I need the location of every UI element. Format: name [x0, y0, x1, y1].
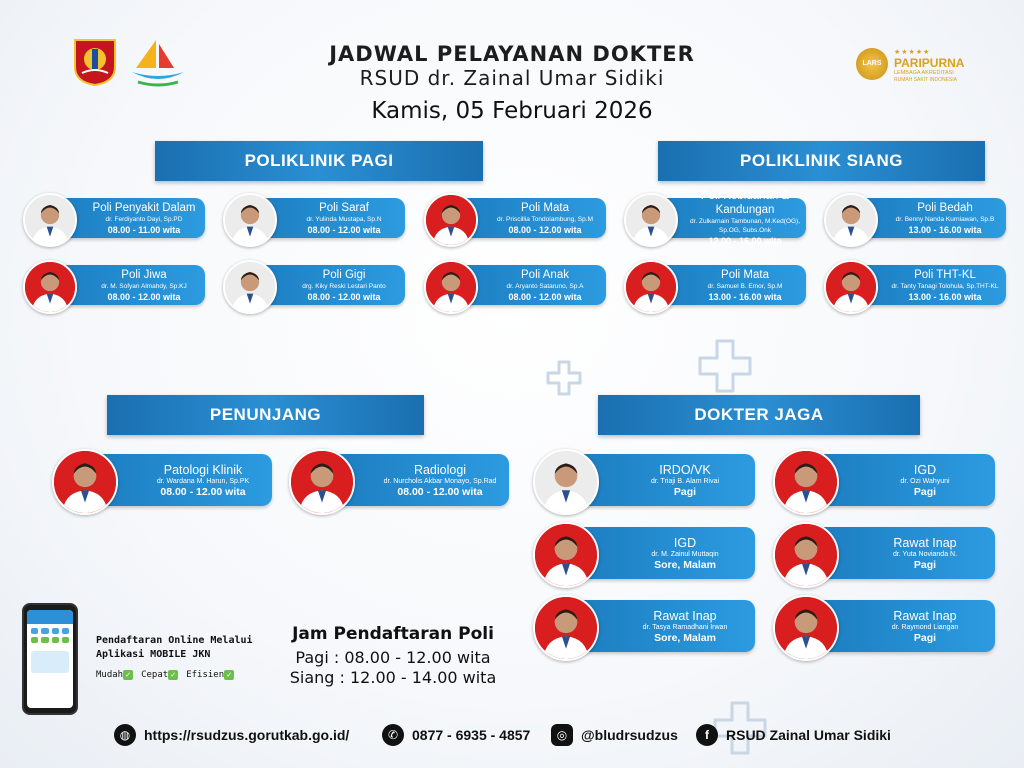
- registration-siang: Siang : 12.00 - 14.00 wita: [289, 668, 497, 687]
- doctor-photo: [424, 193, 478, 247]
- clinic-name: Poli Penyakit Dalam: [92, 201, 196, 214]
- service-time: Sore, Malam: [654, 631, 716, 644]
- doctor-photo: [824, 260, 878, 314]
- jaga-schedule-card: [773, 449, 995, 511]
- pagi-schedule-card: [424, 260, 606, 310]
- clinic-name: Poli Saraf: [319, 201, 369, 214]
- doctor-photo-icon: [775, 524, 837, 586]
- schedule-pill: [329, 454, 509, 506]
- service-time: Pagi: [673, 485, 697, 498]
- doctor-name: dr. Ozi Wahyuni: [900, 477, 950, 485]
- doctor-photo: [533, 449, 599, 515]
- doctor-photo-icon: [535, 451, 597, 513]
- globe-icon: ◍: [114, 724, 136, 746]
- footer-facebook[interactable]: [696, 724, 891, 746]
- clinic-name: Poli Mata: [721, 268, 769, 281]
- doctor-name: dr. Zulkarnain Tambunan, M.Ked(OG), Sp.OG, Subs.Onk: [689, 218, 801, 234]
- service-time: 12.00 - 16.00 wita: [708, 236, 782, 246]
- schedule-pill: [573, 600, 755, 652]
- schedule-pill: [573, 527, 755, 579]
- jaga-schedule-card: [533, 595, 755, 657]
- doctor-photo: [23, 260, 77, 314]
- stars-icon: ★★★★★: [894, 49, 931, 56]
- jkn-promo: [96, 634, 253, 682]
- hospital-name: RSUD dr. Zainal Umar Sidiki: [359, 66, 665, 90]
- penunjang-schedule-card: [289, 449, 509, 511]
- doctor-photo-icon: [826, 195, 876, 245]
- doctor-photo-icon: [225, 195, 275, 245]
- doctor-photo-icon: [826, 262, 876, 312]
- clinic-name: IGD: [913, 462, 937, 477]
- clinic-name: Radiologi: [413, 462, 467, 477]
- service-time: 08.00 - 11.00 wita: [107, 224, 181, 235]
- clinic-name: IGD: [673, 535, 697, 550]
- doctor-photo: [533, 595, 599, 661]
- doctor-name: dr. Ferdiyanto Dayi, Sp.PD: [105, 215, 183, 223]
- jaga-schedule-card: [533, 449, 755, 511]
- section-dokter-jaga: DOKTER JAGA: [598, 395, 920, 435]
- doctor-photo: [773, 449, 839, 515]
- clinic-name: Poli Gigi: [322, 268, 366, 281]
- clinic-name: Rawat Inap: [893, 535, 957, 550]
- doctor-name: dr. Yuta Novianda N.: [892, 550, 958, 558]
- doctor-photo: [624, 260, 678, 314]
- doctor-name: dr. Tanty Tanagi Tolohula, Sp.THT-KL: [891, 282, 999, 290]
- jkn-line1: Pendaftaran Online Melalui: [96, 635, 253, 646]
- registration-hours: [268, 624, 518, 688]
- service-time: 08.00 - 12.00 wita: [508, 291, 582, 302]
- jaga-schedule-card: [773, 595, 995, 657]
- service-time: 08.00 - 12.00 wita: [508, 224, 582, 235]
- accreditation-line3: RUMAH SAKIT INDONESIA: [894, 77, 957, 83]
- doctor-photo: [223, 260, 277, 314]
- registration-pagi: Pagi : 08.00 - 12.00 wita: [295, 648, 491, 667]
- website-link[interactable]: https://rsudzus.gorutkab.go.id/: [144, 727, 350, 743]
- siang-schedule-card: [824, 193, 1006, 243]
- mobile-jkn-phone-icon: [22, 603, 78, 715]
- jkn-tag: Cepat ✓: [141, 668, 178, 682]
- pagi-schedule-card: [424, 193, 606, 243]
- service-time: Pagi: [913, 631, 937, 644]
- service-time: 08.00 - 12.00 wita: [397, 485, 483, 498]
- doctor-photo: [23, 193, 77, 247]
- doctor-photo-icon: [535, 524, 597, 586]
- clinic-name: Patologi Klinik: [163, 462, 243, 477]
- footer-website[interactable]: [114, 724, 349, 746]
- siang-schedule-card: [624, 190, 806, 246]
- doctor-photo-icon: [626, 195, 676, 245]
- clinic-name: Poli Anak: [521, 268, 569, 281]
- doctor-photo-icon: [225, 262, 275, 312]
- siang-schedule-card: [824, 260, 1006, 310]
- schedule-pill: [813, 527, 995, 579]
- doctor-photo: [52, 449, 118, 515]
- registration-title: Jam Pendaftaran Poli: [292, 624, 494, 644]
- doctor-photo-icon: [535, 597, 597, 659]
- penunjang-schedule-card: [52, 449, 272, 511]
- doctor-photo-icon: [775, 451, 837, 513]
- pagi-schedule-card: [223, 193, 405, 243]
- schedule-date: Kamis, 05 Februari 2026: [371, 98, 653, 124]
- pagi-schedule-card: [23, 193, 205, 243]
- service-time: 08.00 - 12.00 wita: [160, 485, 246, 498]
- clinic-name: Poli Jiwa: [121, 268, 167, 281]
- service-time: Pagi: [913, 485, 937, 498]
- doctor-name: dr. Nurcholis Akbar Monayo, Sp.Rad: [383, 477, 497, 485]
- doctor-photo-icon: [626, 262, 676, 312]
- pagi-schedule-card: [223, 260, 405, 310]
- doctor-photo: [824, 193, 878, 247]
- doctor-name: dr. Aryanto Sataruno, Sp.A: [506, 282, 584, 290]
- cross-decoration-icon: [697, 338, 753, 394]
- clinic-name: Poli Mata: [521, 201, 569, 214]
- accreditation-line2: LEMBAGA AKREDITASI: [894, 70, 954, 76]
- phone-number[interactable]: 0877 - 6935 - 4857: [412, 727, 531, 743]
- pagi-schedule-card: [23, 260, 205, 310]
- doctor-photo: [533, 522, 599, 588]
- doctor-name: dr. Wardana M. Harun, Sp.PK: [156, 477, 250, 485]
- doctor-name: dr. Yulinda Mustapa, Sp.N: [306, 215, 382, 223]
- doctor-photo-icon: [54, 451, 116, 513]
- doctor-photo: [223, 193, 277, 247]
- accreditation-title: PARIPURNA: [894, 56, 965, 70]
- footer-phone[interactable]: [382, 724, 530, 746]
- lars-seal-icon: LARS: [856, 48, 888, 80]
- facebook-icon: f: [696, 724, 718, 746]
- doctor-photo-icon: [291, 451, 353, 513]
- doctor-name: dr. Triaji B. Alam Rivai: [650, 477, 720, 485]
- service-time: 08.00 - 12.00 wita: [307, 224, 381, 235]
- clinic-name: Rawat Inap: [653, 608, 717, 623]
- service-time: Pagi: [913, 558, 937, 571]
- jkn-line2: Aplikasi MOBILE JKN: [96, 649, 211, 660]
- service-time: 13.00 - 16.00 wita: [708, 291, 782, 302]
- footer-instagram[interactable]: [551, 724, 678, 746]
- doctor-name: dr. M. Sofyan Almahdy, Sp.KJ: [101, 282, 187, 290]
- check-icon: ✓: [168, 670, 178, 680]
- check-icon: ✓: [224, 670, 234, 680]
- clinic-name: Poli Kebidanan & Kandungan: [700, 190, 790, 216]
- service-time: 13.00 - 16.00 wita: [908, 224, 982, 235]
- siang-schedule-card: [624, 260, 806, 310]
- check-icon: ✓: [123, 670, 133, 680]
- jkn-tag: Efisien ✓: [186, 668, 234, 682]
- doctor-photo: [289, 449, 355, 515]
- schedule-pill: [813, 454, 995, 506]
- facebook-page[interactable]: RSUD Zainal Umar Sidiki: [726, 727, 891, 743]
- doctor-name: dr. Tasya Ramadhani Irwan: [642, 623, 728, 631]
- doctor-photo-icon: [426, 195, 476, 245]
- doctor-photo: [624, 193, 678, 247]
- doctor-photo-icon: [25, 195, 75, 245]
- clinic-name: Poli Bedah: [917, 201, 973, 214]
- schedule-pill: [813, 600, 995, 652]
- doctor-photo: [773, 595, 839, 661]
- section-poliklinik-pagi: POLIKLINIK PAGI: [155, 141, 483, 181]
- doctor-name: dr. Samuel B. Emor, Sp.M: [707, 282, 783, 290]
- service-time: 13.00 - 16.00 wita: [908, 291, 982, 302]
- schedule-pill: [573, 454, 755, 506]
- jaga-schedule-card: [773, 522, 995, 584]
- schedule-pill: [92, 454, 272, 506]
- instagram-handle[interactable]: @bludrsudzus: [581, 727, 678, 743]
- jaga-schedule-card: [533, 522, 755, 584]
- clinic-name: Poli THT-KL: [914, 268, 976, 281]
- doctor-name: dr. Raymond Liangan: [891, 623, 959, 631]
- phone-icon: ✆: [382, 724, 404, 746]
- clinic-name: IRDO/VK: [659, 462, 711, 477]
- clinic-name: Rawat Inap: [893, 608, 957, 623]
- jkn-tag: Mudah ✓: [96, 668, 133, 682]
- doctor-photo-icon: [775, 597, 837, 659]
- doctor-name: dr. Benny Nanda Kurniawan, Sp.B: [895, 215, 995, 223]
- doctor-name: dr. Priscillia Tondolambung, Sp.M: [497, 215, 593, 223]
- doctor-photo-icon: [426, 262, 476, 312]
- service-time: 08.00 - 12.00 wita: [307, 291, 381, 302]
- service-time: 08.00 - 12.00 wita: [107, 291, 181, 302]
- doctor-photo: [773, 522, 839, 588]
- service-time: Sore, Malam: [654, 558, 716, 571]
- page-title: JADWAL PELAYANAN DOKTER: [329, 42, 695, 66]
- doctor-name: drg. Kiky Reski Lestari Panto: [302, 282, 386, 290]
- doctor-photo-icon: [25, 262, 75, 312]
- instagram-icon: ◎: [551, 724, 573, 746]
- cross-decoration-icon: [546, 360, 582, 396]
- doctor-photo: [424, 260, 478, 314]
- section-poliklinik-siang: POLIKLINIK SIANG: [658, 141, 985, 181]
- section-penunjang: PENUNJANG: [107, 395, 424, 435]
- doctor-name: dr. M. Zainul Muttaqin: [651, 550, 719, 558]
